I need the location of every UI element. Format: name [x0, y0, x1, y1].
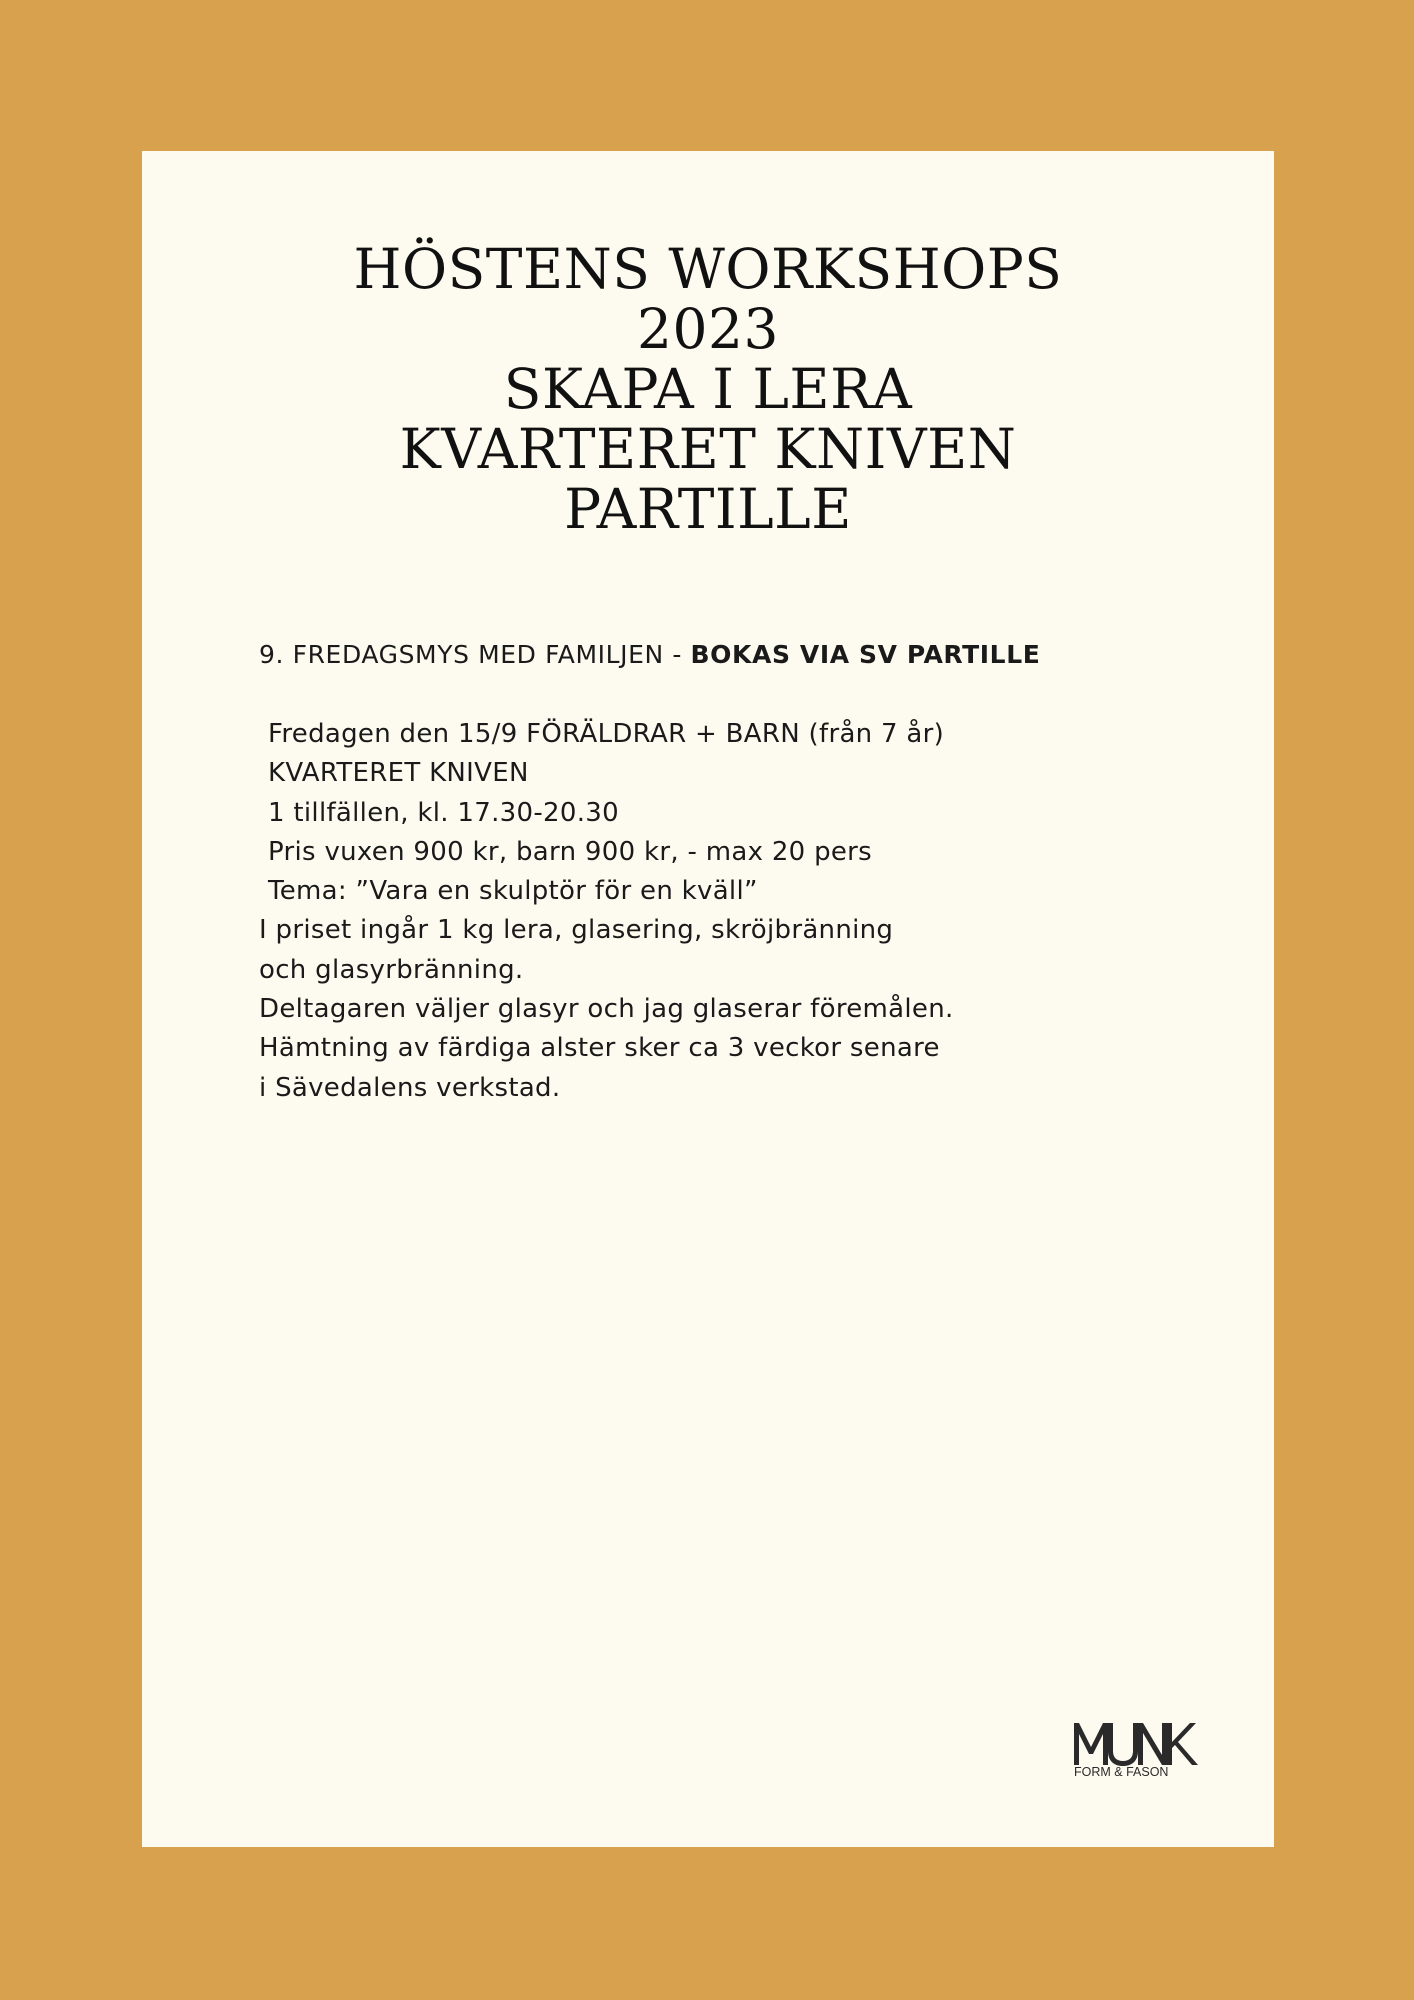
munk-logo-mark: [1072, 1717, 1232, 1777]
event-description: [259, 715, 1159, 1108]
munk-logo: [1072, 1717, 1232, 1777]
event-details: [259, 637, 1159, 1108]
event-line-price: Pris vuxen 900 kr, barn 900 kr, - max 20 pers: [268, 836, 873, 867]
title-line: 2023: [637, 297, 779, 361]
event-line-pickup: Hämtning av färdiga alster sker ca 3 veckor senare: [259, 1033, 940, 1064]
event-line-included-cont: och glasyrbränning.: [259, 954, 524, 985]
event-line-theme: Tema: ”Vara en skulptör för en kväll”: [268, 876, 758, 907]
event-line-glaze: Deltagaren väljer glasyr och jag glaserar föremålen.: [259, 994, 954, 1025]
title-line: SKAPA I LERA: [503, 357, 913, 421]
title-line: HÖSTENS WORKSHOPS: [353, 237, 1063, 301]
event-heading: [259, 637, 1159, 673]
event-line-time: 1 tillfällen, kl. 17.30-20.30: [268, 797, 619, 828]
poster-title: [142, 239, 1274, 539]
title-line: PARTILLE: [564, 477, 852, 541]
booking-info: BOKAS VIA SV PARTILLE: [690, 640, 1041, 669]
event-heading-title: 9. FREDAGSMYS MED FAMILJEN -: [259, 640, 691, 669]
title-line: KVARTERET KNIVEN: [399, 417, 1017, 481]
event-line-date: Fredagen den 15/9 FÖRÄLDRAR + BARN (från 7 år): [268, 719, 945, 749]
event-line-location: KVARTERET KNIVEN: [268, 758, 529, 789]
logo-tagline: FORM & FASON: [1074, 1765, 1169, 1777]
event-line-pickup-cont: i Sävedalens verkstad.: [259, 1072, 561, 1103]
poster-card: [142, 151, 1274, 1847]
event-line-included: I priset ingår 1 kg lera, glasering, skröjbränning: [259, 915, 894, 946]
